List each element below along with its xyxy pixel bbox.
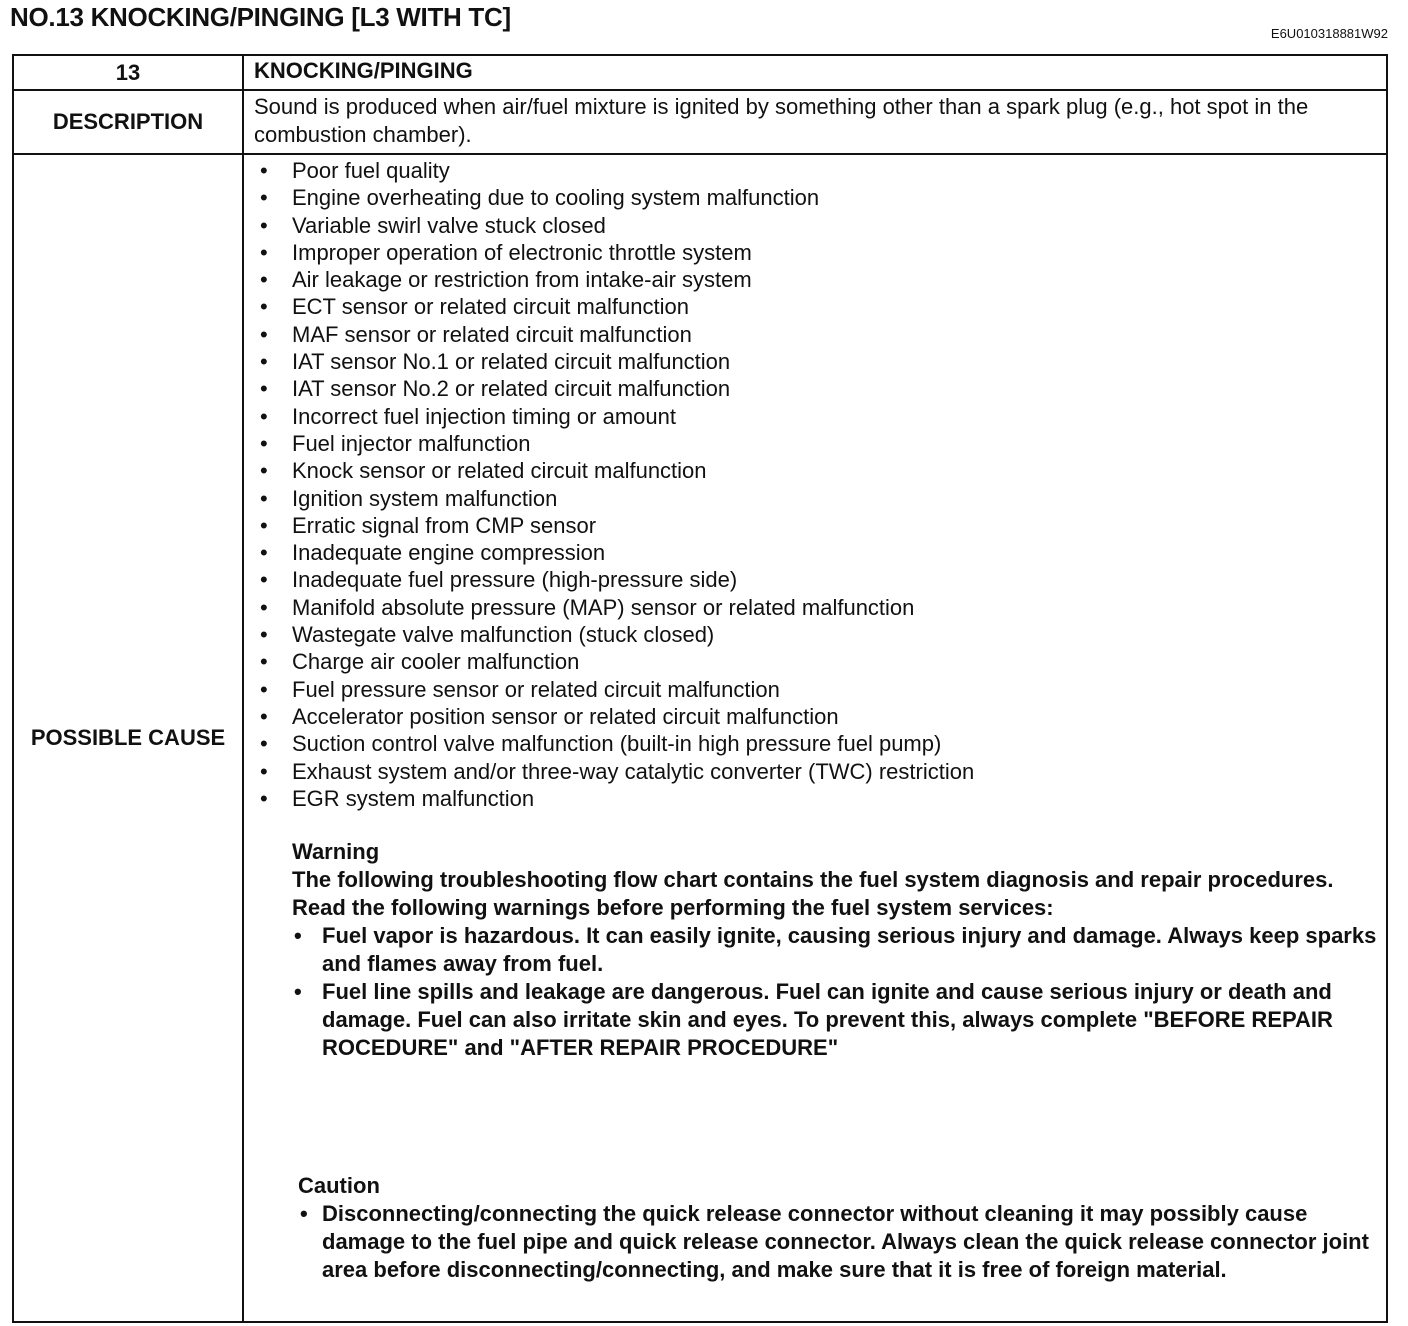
list-item: • Incorrect fuel injection timing or amount [258, 403, 1378, 430]
warning-block [292, 838, 1378, 1062]
caution-list [298, 1200, 1378, 1284]
document-code: E6U010318881W92 [1270, 26, 1388, 41]
possible-cause-content [243, 154, 1387, 1322]
symptom-number: 13 [13, 55, 243, 90]
list-item: • ECT sensor or related circuit malfunction [258, 293, 1378, 320]
possible-cause-row [13, 154, 1387, 1322]
warning-list [292, 922, 1378, 1062]
description-row [13, 90, 1387, 154]
list-item: • Accelerator position sensor or related circuit malfunction [258, 703, 1378, 730]
list-item: • Exhaust system and/or three-way catalytic converter (TWC) restriction [258, 758, 1378, 785]
list-item: • Suction control valve malfunction (built-in high pressure fuel pump) [258, 730, 1378, 757]
warning-item: • Fuel line spills and leakage are dangerous. Fuel can ignite and cause serious injury or death and damage. Fuel can also irritate skin and eyes. To prevent this, always complete "BEFORE REPAIR ROCEDURE" and "AFTER REPAIR PROCEDURE" [292, 978, 1378, 1062]
list-item: • Ignition system malfunction [258, 485, 1378, 512]
list-item: • Wastegate valve malfunction (stuck closed) [258, 621, 1378, 648]
list-item: • Fuel injector malfunction [258, 430, 1378, 457]
list-item: • IAT sensor No.2 or related circuit malfunction [258, 375, 1378, 402]
list-item: • EGR system malfunction [258, 785, 1378, 812]
caution-item: • Disconnecting/connecting the quick release connector without cleaning it may possibly cause damage to the fuel pipe and quick release connector. Always clean the quick release connector joint area before disconnecting/connecting, and make sure that it is free of foreign material. [298, 1200, 1378, 1284]
list-item: • Charge air cooler malfunction [258, 648, 1378, 675]
list-item: • Poor fuel quality [258, 157, 1378, 184]
list-item: • Inadequate fuel pressure (high-pressure side) [258, 566, 1378, 593]
caution-block [298, 1172, 1378, 1284]
table-header-row [13, 55, 1387, 90]
symptom-name: KNOCKING/PINGING [243, 55, 1387, 90]
list-item: • IAT sensor No.1 or related circuit malfunction [258, 348, 1378, 375]
list-item: • Inadequate engine compression [258, 539, 1378, 566]
possible-cause-label: POSSIBLE CAUSE [13, 154, 243, 1322]
warning-title: Warning [292, 839, 380, 865]
symptom-table [12, 54, 1388, 1323]
list-item: • Fuel pressure sensor or related circuit malfunction [258, 676, 1378, 703]
list-item: • Air leakage or restriction from intake-air system [258, 266, 1378, 293]
warning-item: • Fuel vapor is hazardous. It can easily ignite, causing serious injury and damage. Always keep sparks and flames away from fuel. [292, 922, 1378, 978]
list-item: • Knock sensor or related circuit malfunction [258, 457, 1378, 484]
list-item: • Variable swirl valve stuck closed [258, 212, 1378, 239]
warning-intro: The following troubleshooting flow chart contains the fuel system diagnosis and repair procedures. Read the following warnings before performing the fuel system services: [292, 867, 1334, 921]
description-text: Sound is produced when air/fuel mixture is ignited by something other than a spark plug (e.g., hot spot in the combustion chamber). [243, 90, 1387, 154]
list-item: • Erratic signal from CMP sensor [258, 512, 1378, 539]
caution-title: Caution [298, 1173, 380, 1199]
list-item: • MAF sensor or related circuit malfunction [258, 321, 1378, 348]
page-title: NO.13 KNOCKING/PINGING [L3 WITH TC] [10, 2, 511, 32]
list-item: • Improper operation of electronic throttle system [258, 239, 1378, 266]
description-label: DESCRIPTION [13, 90, 243, 154]
list-item: • Manifold absolute pressure (MAP) sensor or related malfunction [258, 594, 1378, 621]
list-item: • Engine overheating due to cooling system malfunction [258, 184, 1378, 211]
cause-list [258, 157, 1378, 812]
